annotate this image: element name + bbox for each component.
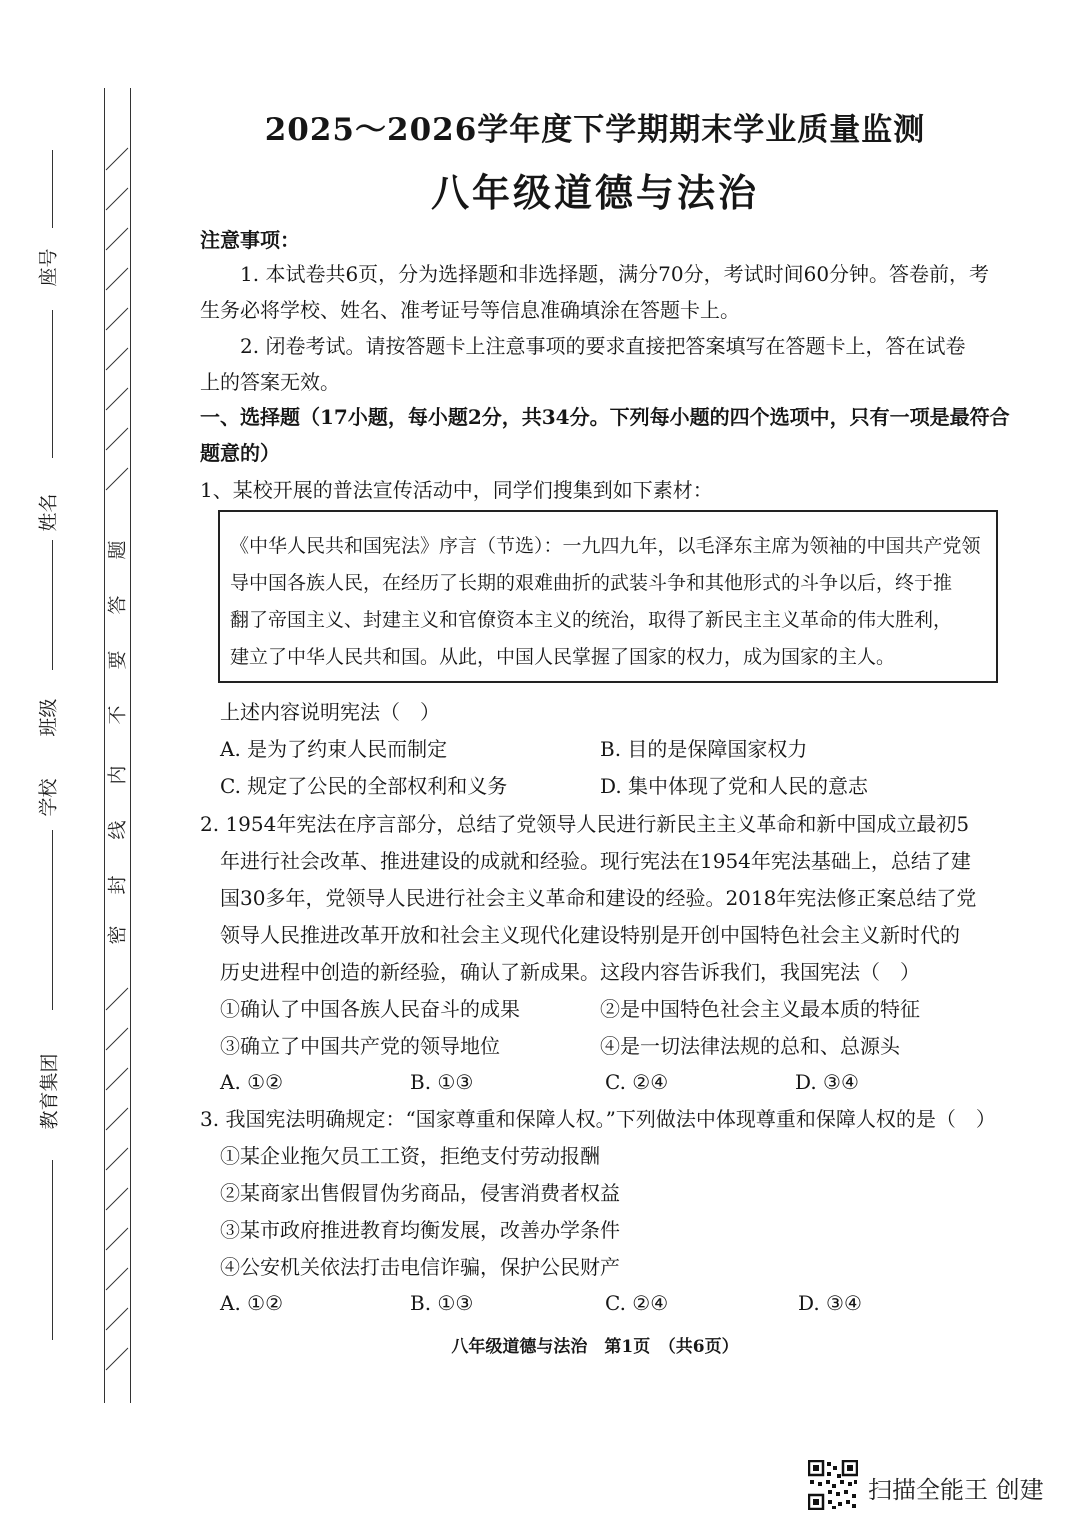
binding-line-inner <box>130 88 131 1403</box>
q2-stem-line: 2. 1954年宪法在序言部分，总结了党领导人民进行新民主主义革命和新中国成立最初5 <box>200 812 970 836</box>
qr-code-icon <box>808 1460 858 1510</box>
school-label: 学校 <box>37 778 60 817</box>
q3-item: ②某商家出售假冒伪劣商品，侵害消费者权益 <box>220 1181 620 1205</box>
notice-item-2: 2. 闭卷考试。请按答题卡上注意事项的要求直接把答案填写在答题卡上，答在试卷 <box>240 334 966 358</box>
seat-label: 座号 <box>37 248 60 287</box>
hatch-bottom <box>104 980 130 1380</box>
class-label-wrap <box>30 690 70 740</box>
seal-char: 密 <box>106 925 129 945</box>
q3-item: ①某企业拖欠员工工资，拒绝支付劳动报酬 <box>220 1144 600 1168</box>
q2-item-1: ①确认了中国各族人民奋斗的成果 <box>220 997 520 1021</box>
q2-option-c: C. ②④ <box>605 1070 669 1094</box>
q2-option-b: B. ①③ <box>410 1070 474 1094</box>
q2-item-4: ④是一切法律法规的总和、总源头 <box>600 1034 900 1058</box>
section-heading: 一、选择题（17小题，每小题2分，共34分。下列每小题的四个选项中，只有一项是最符合 <box>200 405 1010 429</box>
q2-stem-line: 领导人民推进改革开放和社会主义现代化建设特别是开创中国特色社会主义新时代的 <box>220 923 960 947</box>
name-label-wrap <box>30 485 70 535</box>
q3-option-c: C. ②④ <box>605 1291 669 1315</box>
q3-item: ③某市政府推进教育均衡发展，改善办学条件 <box>220 1218 620 1242</box>
q3-option-a: A. ①② <box>220 1291 284 1315</box>
q2-item-3: ③确立了中国共产党的领导地位 <box>220 1034 500 1058</box>
q1-material-line: 导中国各族人民，在经历了长期的艰难曲折的武装斗争和其他形式的斗争以后，终于推 <box>230 572 953 594</box>
notice-item-2-cont: 上的答案无效。 <box>200 370 340 394</box>
seal-char: 要 <box>106 650 129 670</box>
scanner-watermark: 扫描全能王 创建 <box>868 1476 1044 1504</box>
group-line <box>52 1160 53 1340</box>
notice-item-1-cont: 生务必将学校、姓名、准考证号等信息准确填涂在答题卡上。 <box>200 298 740 322</box>
q1-option-d: D. 集中体现了党和人民的意志 <box>600 774 869 798</box>
seat-label-wrap <box>30 240 70 290</box>
q3-item: ④公安机关依法打击电信诈骗，保护公民财产 <box>220 1255 620 1279</box>
group-label: 教育集团 <box>38 1053 61 1130</box>
q2-stem-line: 国30多年，党领导人民进行社会主义革命和建设的经验。2018年宪法修正案总结了党 <box>220 886 977 910</box>
school-label-wrap <box>30 770 70 820</box>
q1-option-c: C. 规定了公民的全部权利和义务 <box>220 774 508 798</box>
q2-option-d: D. ③④ <box>795 1070 859 1094</box>
class-line <box>52 540 53 670</box>
notice-item-1: 1. 本试卷共6页，分为选择题和非选择题，满分70分，考试时间60分钟。答卷前，考 <box>240 262 990 286</box>
seal-char: 题 <box>106 540 129 560</box>
q2-stem-line: 历史进程中创造的新经验，确认了新成果。这段内容告诉我们，我国宪法（ ） <box>220 960 920 984</box>
seal-char: 封 <box>106 875 129 895</box>
q3-stem: 3. 我国宪法明确规定：“国家尊重和保障人权。”下列做法中体现尊重和保障人权的是（ ） <box>200 1107 996 1131</box>
q1-option-a: A. 是为了约束人民而制定 <box>220 737 448 761</box>
school-line <box>52 830 53 1010</box>
exam-title: 2025～2026学年度下学期期末学业质量监测 <box>264 112 926 148</box>
seal-char: 线 <box>106 820 129 840</box>
q2-item-2: ②是中国特色社会主义最本质的特征 <box>600 997 920 1021</box>
q1-question: 上述内容说明宪法（ ） <box>220 700 440 724</box>
q1-material-line: 翻了帝国主义、封建主义和官僚资本主义的统治，取得了新民主主义革命的伟大胜利， <box>230 609 953 631</box>
q1-material-box <box>218 510 998 683</box>
q2-option-a: A. ①② <box>220 1070 284 1094</box>
subject-title: 八年级道德与法治 <box>430 170 759 215</box>
section-heading-cont: 题意的） <box>200 441 280 465</box>
q1-material-line: 建立了中华人民共和国。从此，中国人民掌握了国家的权力，成为国家的主人。 <box>230 646 896 668</box>
seal-char: 内 <box>106 765 129 785</box>
page-footer: 八年级道德与法治 第1页 （共6页） <box>451 1337 739 1357</box>
seal-char: 不 <box>106 705 129 725</box>
group-label-wrap <box>30 1040 70 1140</box>
class-label: 班级 <box>37 698 60 737</box>
q2-stem-line: 年进行社会改革、推进建设的成就和经验。现行宪法在1954年宪法基础上，总结了建 <box>220 849 971 873</box>
name-label: 姓名 <box>37 493 60 532</box>
q3-option-d: D. ③④ <box>798 1291 862 1315</box>
name-line <box>52 310 53 458</box>
q1-option-b: B. 目的是保障国家权力 <box>600 737 808 761</box>
notice-heading: 注意事项： <box>200 228 300 252</box>
q1-material-line: 《中华人民共和国宪法》序言（节选）：一九四九年，以毛泽东主席为领袖的中国共产党领 <box>230 535 981 557</box>
q1-stem: 1、某校开展的普法宣传活动中，同学们搜集到如下素材： <box>200 478 713 502</box>
q3-option-b: B. ①③ <box>410 1291 474 1315</box>
seal-char: 答 <box>106 595 129 615</box>
